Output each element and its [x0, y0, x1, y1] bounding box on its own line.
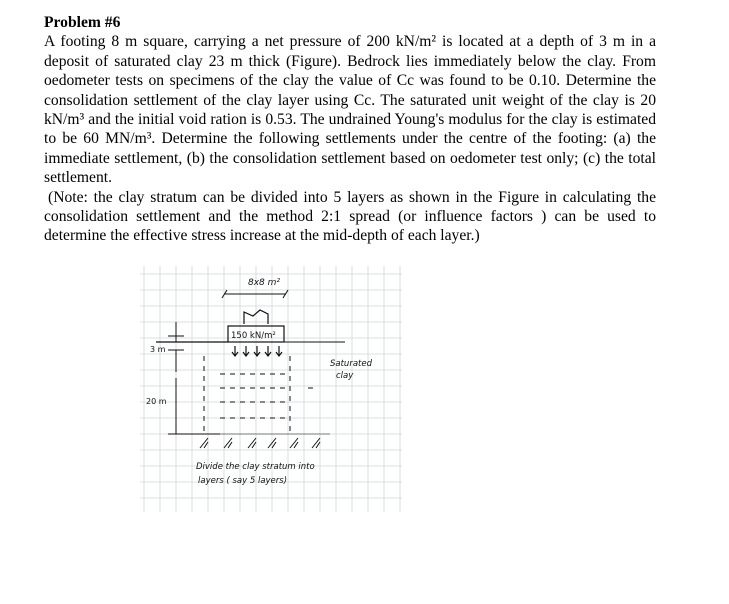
pressure-label: 150 kN/m²	[231, 331, 276, 341]
soil-label-line1: Saturated	[330, 359, 372, 369]
footing-size-label: 8x8 m²	[248, 278, 281, 288]
footing-width-dimension	[222, 290, 288, 298]
problem-paragraph: A footing 8 m square, carrying a net pressure of 200 kN/m² is located at a depth of 3 m in a deposit of saturated clay 23 m thick (Figure). Bedrock lies immediately below the clay. From oedometer tests on specimens of the clay the value of Cc was found to be 0.10. Determine the consolidation settlement of the clay layer using Cc. The saturated unit weight of the clay is 20 kN/m³ and the initial void ration is 0.53. The undrained Young's modulus for the clay is estimated to be 60 MN/m³. Determine the following settlements under the centre of the footing: (a) the immediate settlement, (b) the consolidation settlement based on oedometer test only; (c) the total settlement.	[44, 33, 656, 187]
clay-thickness-label: 20 m	[146, 397, 167, 406]
problem-note: (Note: the clay stratum can be divided into 5 layers as shown in the Figure in calculating the consolidation settlement and the method 2:1 spread (or influence factors ) can be used to determine the effective stress increase at the mid-depth of each layer.)	[44, 188, 656, 245]
problem-title: Problem #6	[44, 14, 121, 31]
soil-profile-figure	[140, 266, 402, 512]
soil-label-line2: clay	[336, 371, 354, 381]
problem-statement	[44, 13, 656, 246]
bedrock-hatching	[196, 434, 330, 448]
figure-note-line1: Divide the clay stratum into	[196, 462, 315, 472]
layer-divisions	[204, 356, 316, 434]
depth-label: 3 m	[150, 345, 166, 354]
figure-note-line2: layers ( say 5 layers)	[198, 476, 288, 486]
